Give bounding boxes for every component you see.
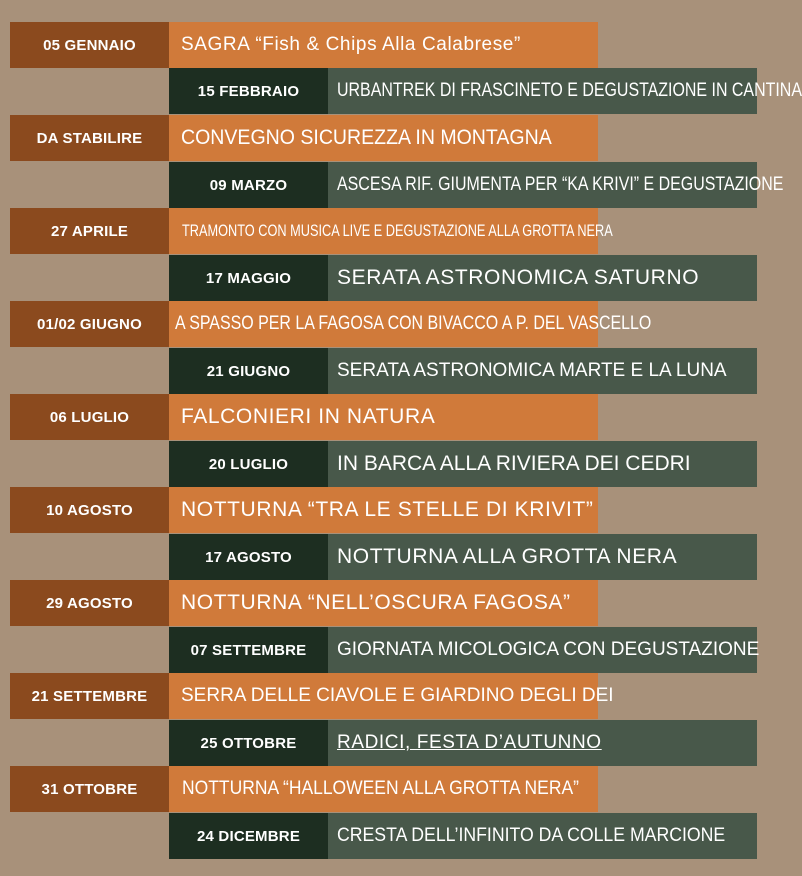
- event-date: 15 FEBBRAIO: [169, 68, 328, 114]
- event-title-text: GIORNATA MICOLOGICA CON DEGUSTAZIONE: [337, 639, 760, 660]
- event-row: [0, 580, 768, 626]
- event-date: 21 SETTEMBRE: [10, 673, 169, 719]
- event-row: [0, 534, 768, 580]
- event-title: [328, 534, 757, 580]
- event-title-text: NOTTURNA “HALLOWEEN ALLA GROTTA NERA”: [182, 778, 579, 799]
- event-title: [328, 162, 784, 208]
- event-date: 07 SETTEMBRE: [169, 627, 328, 673]
- event-title: [328, 441, 757, 487]
- event-date: 21 GIUGNO: [169, 348, 328, 394]
- event-row: [0, 255, 768, 301]
- event-title: [169, 673, 614, 719]
- event-row: [0, 813, 768, 859]
- event-date: 17 MAGGIO: [169, 255, 328, 301]
- event-title: [169, 766, 598, 812]
- event-row: [0, 162, 784, 208]
- event-title: [328, 720, 757, 766]
- event-date: 31 OTTOBRE: [10, 766, 169, 812]
- event-title-text: SERRA DELLE CIAVOLE E GIARDINO DEGLI DEI: [181, 685, 614, 706]
- event-row: [0, 487, 768, 533]
- event-row: [0, 115, 768, 161]
- event-title-text: TRAMONTO CON MUSICA LIVE E DEGUSTAZIONE ALLA GROTTA NERA: [182, 221, 613, 240]
- event-row: [0, 766, 768, 812]
- event-row: [0, 301, 768, 347]
- event-title: [169, 22, 598, 68]
- event-title-text: URBANTREK DI FRASCINETO E DEGUSTAZIONE IN CANTINA: [337, 80, 802, 101]
- event-row: [0, 208, 768, 254]
- event-date: 27 APRILE: [10, 208, 169, 254]
- event-title: [328, 813, 757, 859]
- event-title-text: FALCONIERI IN NATURA: [181, 405, 436, 428]
- event-title: [169, 487, 598, 533]
- event-date: DA STABILIRE: [10, 115, 169, 161]
- event-title-text: CONVEGNO SICUREZZA IN MONTAGNA: [181, 126, 552, 149]
- event-title: [169, 394, 598, 440]
- event-title-text: SERATA ASTRONOMICA MARTE E LA LUNA: [337, 360, 727, 381]
- event-title: [169, 580, 598, 626]
- event-date: 20 LUGLIO: [169, 441, 328, 487]
- event-title-text: NOTTURNA “TRA LE STELLE DI KRIVIT”: [181, 498, 594, 521]
- event-title-text: SAGRA “Fish & Chips Alla Calabrese”: [181, 34, 521, 55]
- event-date: 01/02 GIUGNO: [10, 301, 169, 347]
- event-title-text: NOTTURNA “NELL’OSCURA FAGOSA”: [181, 591, 571, 614]
- event-date: 25 OTTOBRE: [169, 720, 328, 766]
- event-title: [169, 115, 598, 161]
- event-title: [328, 348, 757, 394]
- event-row: [0, 673, 768, 719]
- event-title-text: SERATA ASTRONOMICA SATURNO: [337, 266, 700, 289]
- event-date: 17 AGOSTO: [169, 534, 328, 580]
- event-date: 10 AGOSTO: [10, 487, 169, 533]
- event-row: [0, 22, 768, 68]
- event-title-text: NOTTURNA ALLA GROTTA NERA: [337, 545, 678, 568]
- event-title: [328, 627, 760, 673]
- event-date: 05 GENNAIO: [10, 22, 169, 68]
- event-date: 29 AGOSTO: [10, 580, 169, 626]
- event-date: 06 LUGLIO: [10, 394, 169, 440]
- event-title: [328, 255, 757, 301]
- event-row: [0, 68, 802, 114]
- event-title-text: CRESTA DELL’INFINITO DA COLLE MARCIONE: [337, 825, 726, 846]
- event-row: [0, 441, 768, 487]
- event-row: [0, 394, 768, 440]
- event-title: [169, 301, 652, 347]
- event-date: 09 MARZO: [169, 162, 328, 208]
- event-title: [169, 208, 613, 254]
- event-date: 24 DICEMBRE: [169, 813, 328, 859]
- event-title-text: IN BARCA ALLA RIVIERA DEI CEDRI: [337, 452, 691, 475]
- event-row: [0, 627, 768, 673]
- event-row: [0, 348, 768, 394]
- event-title-text: A SPASSO PER LA FAGOSA CON BIVACCO A P. DEL VASCELLO: [175, 313, 652, 334]
- event-title-text: RADICI, FESTA D’AUTUNNO: [337, 732, 602, 753]
- event-title-text: ASCESA RIF. GIUMENTA PER “KA KRIVI” E DEGUSTAZIONE: [337, 174, 784, 195]
- event-row: [0, 720, 768, 766]
- event-title: [328, 68, 802, 114]
